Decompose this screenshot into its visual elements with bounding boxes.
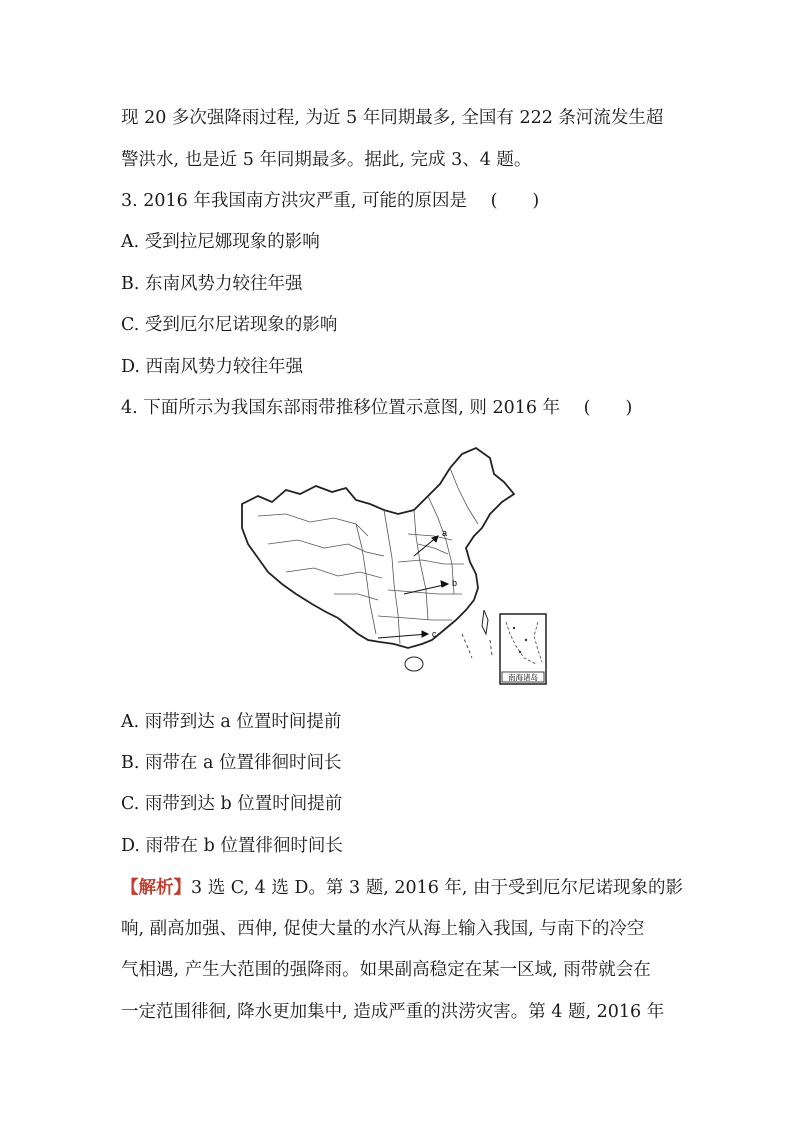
- inset-label: 南海诸岛: [508, 673, 538, 682]
- question-4-text: 4. 下面所示为我国东部雨带推移位置示意图, 则 2016 年: [121, 398, 561, 418]
- passage-line-1: 现 20 多次强降雨过程, 为近 5 年同期最多, 全国有 222 条河流发生超: [121, 108, 664, 128]
- rainbelt-arrows: [378, 536, 448, 638]
- question-4-option-a: A. 雨带到达 a 位置时间提前: [121, 712, 342, 732]
- question-4-stem: [121, 396, 632, 420]
- province-borders: [258, 468, 478, 644]
- analysis-line-3: 气相遇, 产生大范围的强降雨。如果副高稳定在某一区域, 雨带就会在: [121, 960, 651, 980]
- analysis-line-4: 一定范围徘徊, 降水更加集中, 造成严重的洪涝灾害。第 4 题, 2016 年: [121, 1002, 665, 1022]
- analysis-text-1: 3 选 C, 4 选 D。第 3 题, 2016 年, 由于受到厄尔尼诺现象的影: [191, 878, 684, 898]
- question-3-option-c: C. 受到厄尔尼诺现象的影响: [121, 315, 338, 335]
- china-rainbelt-map: [238, 444, 550, 688]
- south-china-sea-inset: [500, 614, 546, 684]
- map-label-a: a: [442, 528, 448, 538]
- question-3-option-d: D. 西南风势力较往年强: [121, 357, 304, 377]
- analysis-line-2: 响, 副高加强、西伸, 促使大量的水汽从海上输入我国, 与南下的冷空: [121, 919, 645, 939]
- analysis-line-1: [121, 876, 683, 900]
- map-label-b: b: [452, 578, 458, 588]
- question-3-stem: [121, 189, 539, 213]
- question-4-option-c: C. 雨带到达 b 位置时间提前: [121, 794, 343, 814]
- country-outline: [242, 448, 514, 648]
- question-4-option-d: D. 雨带在 b 位置徘徊时间长: [121, 836, 343, 856]
- question-3-option-a: A. 受到拉尼娜现象的影响: [121, 232, 320, 252]
- question-4-bracket: ( ): [583, 398, 633, 418]
- passage-line-2: 警洪水, 也是近 5 年同期最多。据此, 完成 3、4 题。: [121, 150, 532, 170]
- question-3-text: 3. 2016 年我国南方洪灾严重, 可能的原因是: [121, 191, 467, 211]
- map-label-c: c: [432, 629, 437, 639]
- sea-boundary-2: [490, 640, 492, 656]
- question-3-option-b: B. 东南风势力较往年强: [121, 274, 303, 294]
- hainan-island: [405, 657, 423, 671]
- question-4-option-b: B. 雨带在 a 位置徘徊时间长: [121, 753, 342, 773]
- sea-boundary: [462, 634, 472, 658]
- taiwan-island: [482, 610, 488, 634]
- question-3-bracket: ( ): [490, 191, 540, 211]
- analysis-tag: 【解析】: [121, 878, 191, 898]
